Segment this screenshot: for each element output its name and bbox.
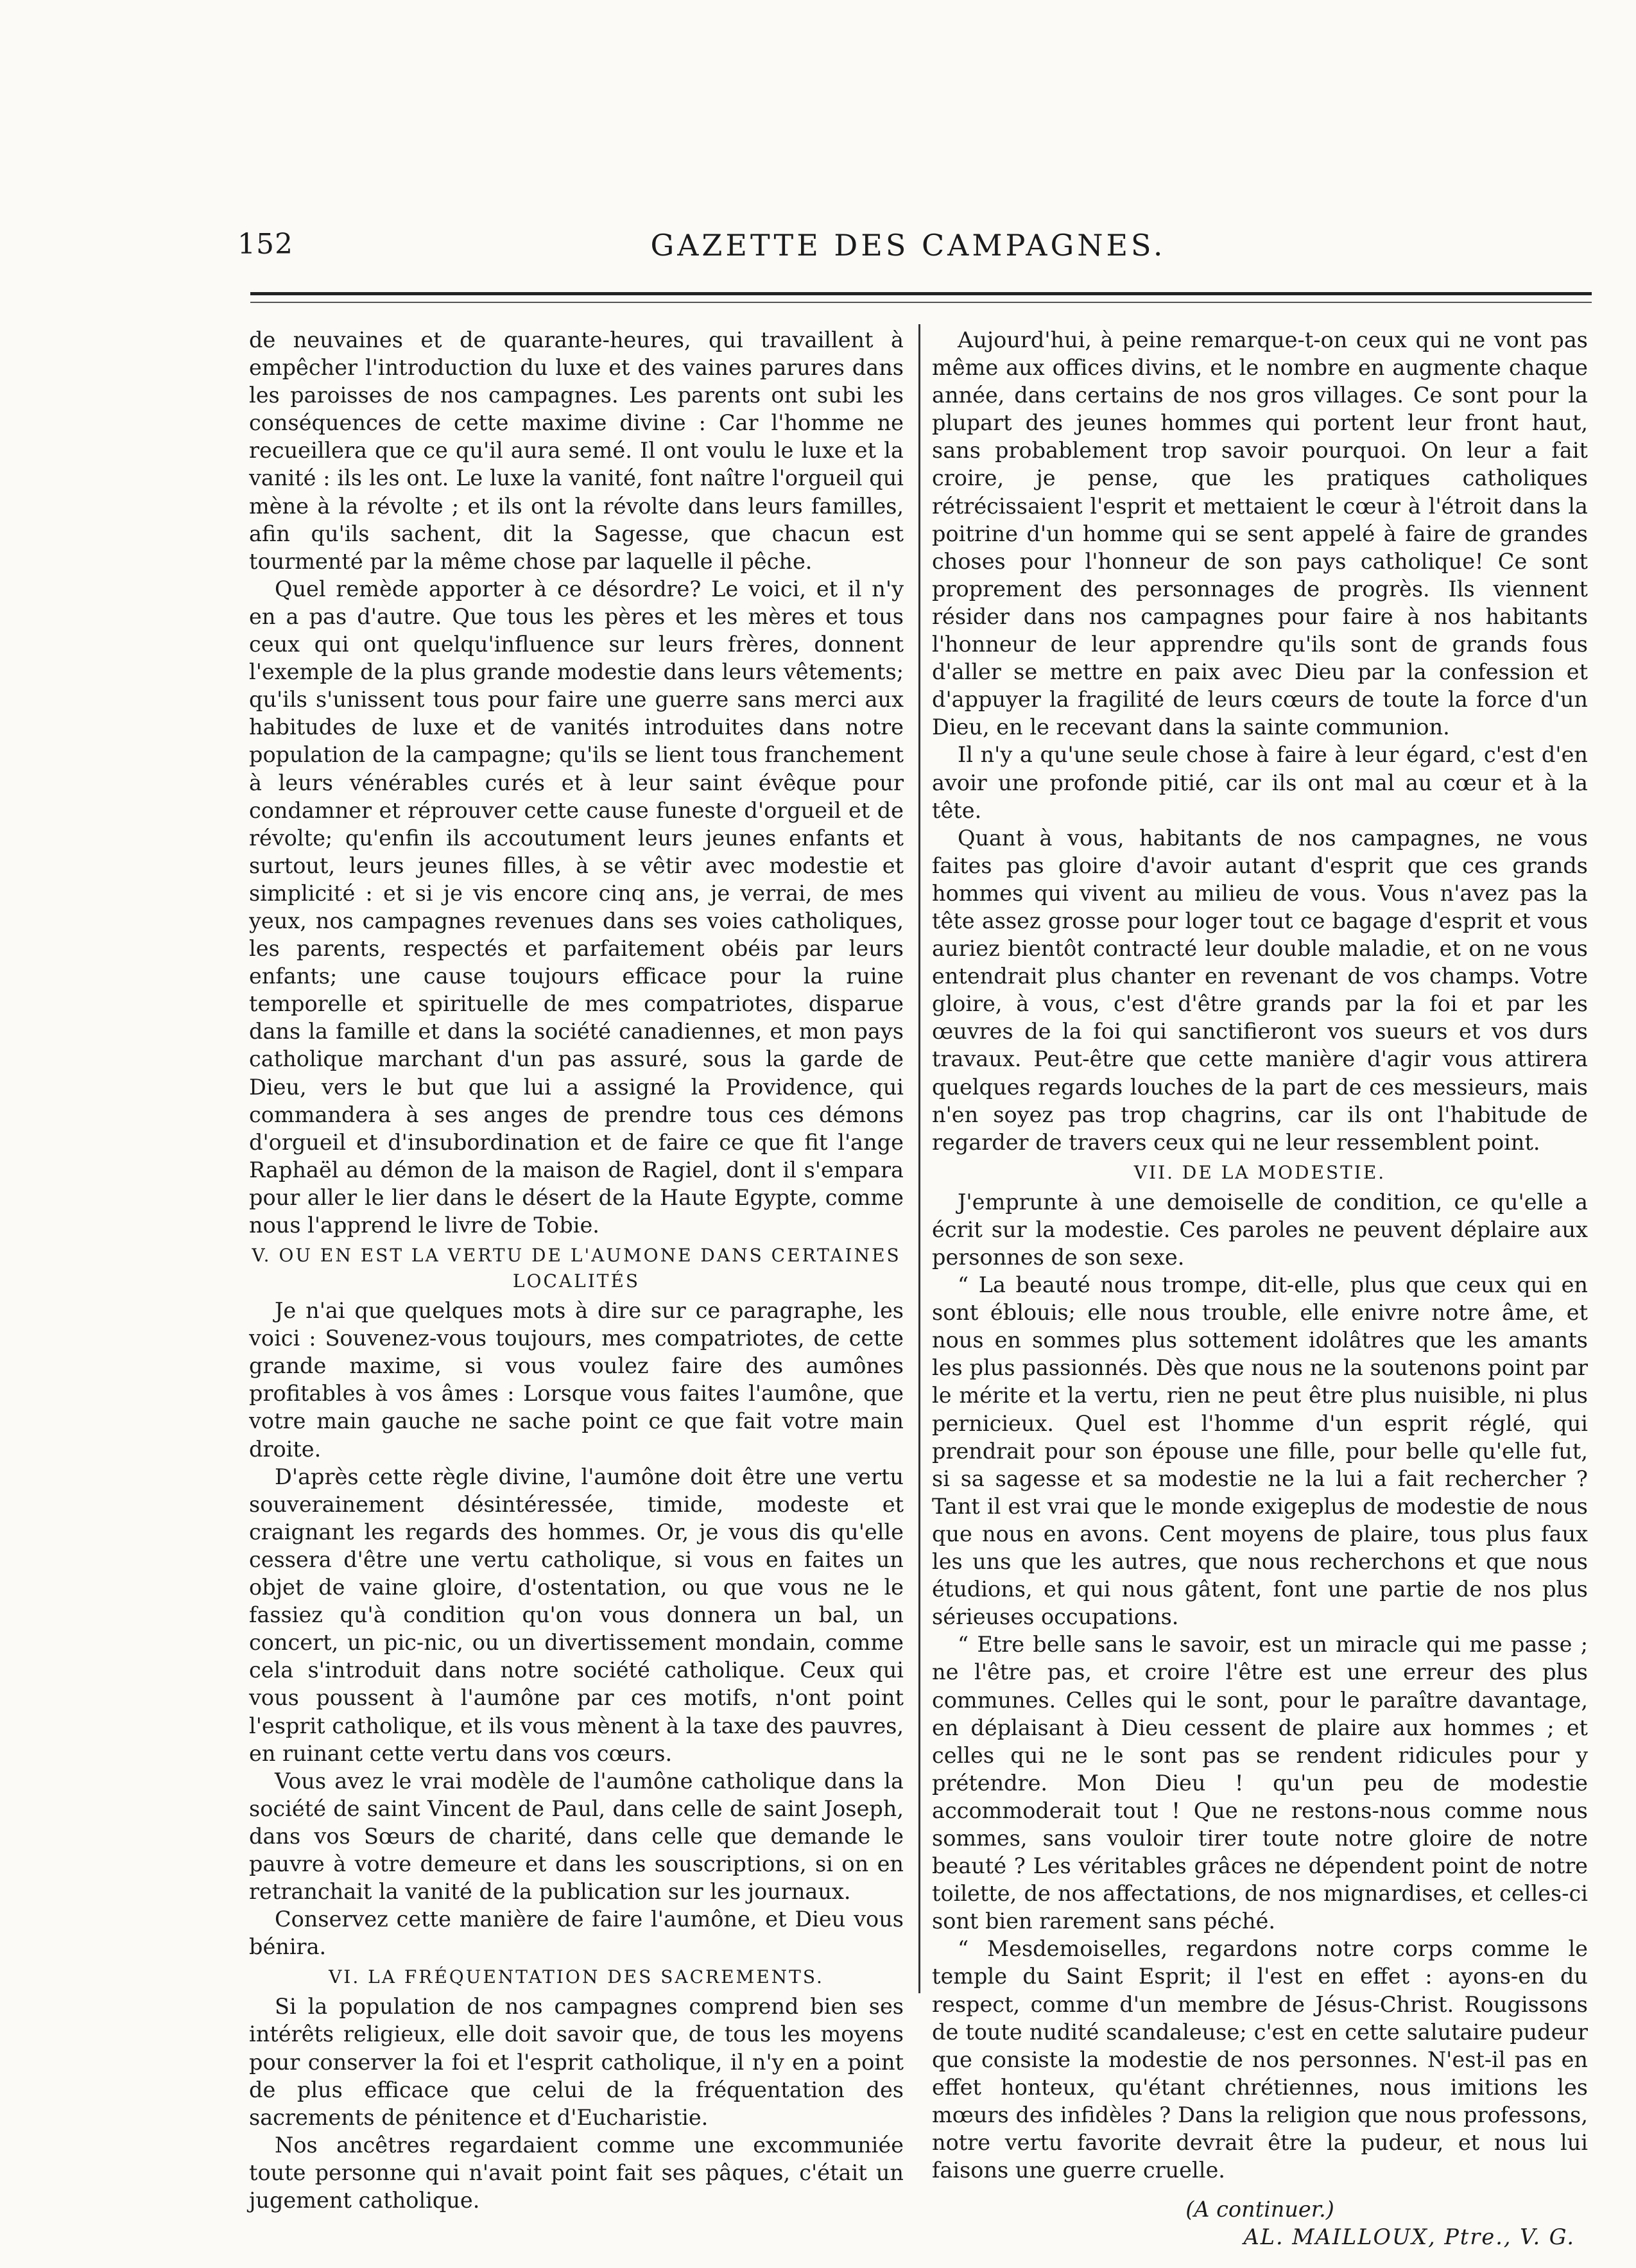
section-heading-v: V. OU EN EST LA VERTU DE L'AUMONE DANS CERTAINES LOCALITÉS xyxy=(252,1245,901,1292)
section-heading-vi: VI. LA FRÉQUENTATION DES SACREMENTS. xyxy=(329,1966,824,1988)
paragraph: Vous avez le vrai modèle de l'aumône catholique dans la société de saint Vincent de Paul, dans celle de saint Joseph, dans vos Sœurs de charité, dans celle que demande le pauvre à votre demeure et dans les souscriptions, si on en retranchait la vanité de la publication sur les journaux. xyxy=(249,1768,904,1905)
paragraph: Conservez cette manière de faire l'aumône, et Dieu vous bénira. xyxy=(249,1907,904,1960)
section-heading-vii: VII. DE LA MODESTIE. xyxy=(1133,1161,1386,1183)
paragraph: de neuvaines et de quarante-heures, qui travaillent à empêcher l'introduction du luxe et des vaines parures dans les paroisses de nos campagnes. Les parents ont subi les conséquences de cette maxime divine : Car l'homme ne recueillera que ce qu'il aura semé. Il ont voulu le luxe et la vanité : ils les ont. Le luxe la vanité, font naître l'orgueil qui mène à la révolte ; et ils ont la révolte dans leurs familles, afin qu'ils sachent, dit la Sagesse, que chacun est tourmenté par la même chose par laquelle il pêche. xyxy=(249,327,904,574)
paragraph: Nos ancêtres regardaient comme une excommuniée toute personne qui n'avait point fait ses pâques, c'était un jugement catholique. xyxy=(249,2132,904,2213)
right-column xyxy=(932,326,1588,2251)
paragraph: Je n'ai que quelques mots à dire sur ce paragraphe, les voici : Souvenez-vous toujours, mes compatriotes, de cette grande maxime, si vous voulez faire des aumônes profitables à vos âmes : Lorsque vous faites l'aumône, que votre main gauche ne sache point ce que fait votre main droite. xyxy=(249,1298,904,1462)
paragraph: D'après cette règle divine, l'aumône doit être une vertu souverainement désintéressée, timide, modeste et craignant les regards des hommes. Or, je vous dis qu'elle cessera d'être une vertu catholique, si vous en faites un objet de vaine gloire, d'ostentation, ou que vous ne le fassiez qu'à condition qu'on vous donnera un bal, un concert, un pic-nic, ou un divertissement mondain, comme cela s'introduit dans notre société catholique. Ceux qui vous poussent à l'aumône par ces motifs, n'ont point l'esprit catholique, et ils vous mènent à la taxe des pauvres, en ruinant cette vertu dans vos cœurs. xyxy=(249,1464,904,1766)
paragraph: Quel remède apporter à ce désordre? Le voici, et il n'y en a pas d'autre. Que tous les pères et les mères et tous ceux qui ont quelqu'influence sur leurs frères, donnent l'exemple de la plus grande modestie dans leurs vêtements; qu'ils s'unissent tous pour faire une guerre sans merci aux habitudes de luxe et de vanités introduites dans notre population de la campagne; qu'ils se lient tous franchement à leurs vénérables curés et à leur saint évêque pour condamner et réprouver cette cause funeste d'orgueil et de révolte; qu'enfin ils accoutument leurs jeunes enfants et surtout, leurs jeunes filles, à se vêtir avec modestie et simplicité : et si je vis encore cinq ans, je verrai, de mes yeux, nos campagnes revenues dans ses voies catholiques, les parents, respectés et parfaitement obéis par leurs enfants; une cause toujours efficace pour la ruine temporelle et spirituelle de mes compatriotes, disparue dans la famille et dans la société canadiennes, et mon pays catholique marchant d'un pas assuré, sous la garde de Dieu, vers le but que lui a assigné la Providence, qui commandera à ses anges de prendre tous ces démons d'orgueil et d'insubordination et de faire ce que fit l'ange Raphaël au démon de la maison de Ragiel, dont il s'empara pour aller le lier dans le désert de la Haute Egypte, comme nous l'apprend le livre de Tobie. xyxy=(249,576,904,1238)
paragraph: J'emprunte à une demoiselle de condition, ce qu'elle a écrit sur la modestie. Ces paroles ne peuvent déplaire aux personnes de son sexe. xyxy=(932,1189,1588,1270)
paragraph: Il n'y a qu'une seule chose à faire à leur égard, c'est d'en avoir une profonde pitié, car ils ont mal au cœur et à la tête. xyxy=(932,742,1588,823)
paragraph: Aujourd'hui, à peine remarque-t-on ceux qui ne vont pas même aux offices divins, et le nombre en augmente chaque année, dans certains de nos gros villages. Ce sont pour la plupart des jeunes hommes qui portent leur front haut, sans probablement trop savoir pourquoi. On leur a fait croire, je pense, que les pratiques catholiques rétrécissaient l'esprit et mettaient le cœur à l'étroit dans la poitrine d'un homme qui se sent appelé à faire de grandes choses pour l'honneur de son pays catholique! Ce sont proprement des personnages de progrès. Ils viennent résider dans nos campagnes pour faire à nos habitants l'honneur de leur apprendre qu'ils sont de grands fous d'aller se mettre en paix avec Dieu par la confession et d'appuyer la fragilité de leurs cœurs de toute la force d'un Dieu, en le recevant dans la sainte communion. xyxy=(932,327,1588,740)
page-header xyxy=(237,228,1579,266)
author-signature: AL. MAILLOUX, Ptre., V. G. xyxy=(1243,2224,1575,2250)
paragraph: Si la population de nos campagnes comprend bien ses intérêts religieux, elle doit savoir que, de tous les moyens pour conserver la foi et l'esprit catholique, il n'y en a point de plus efficace que celui de la fréquentation des sacrements de pénitence et d'Eucharistie. xyxy=(249,1994,904,2130)
left-column xyxy=(249,326,904,2214)
paragraph: Quant à vous, habitants de nos campagnes, ne vous faites pas gloire d'avoir autant d'esprit que ces grands hommes qui vivent au milieu de vous. Vous n'avez pas la tête assez grosse pour loger tout ce bagage d'esprit et vous auriez bientôt contracté leur double maladie, et on ne vous entendrait plus chanter en revenant de vos champs. Votre gloire, à vous, c'est d'être grands par la foi et par les œuvres de la foi qui sanctifieront vos sueurs et vos durs travaux. Peut-être que cette manière d'agir vous attirera quelques regards louches de la part de ces messieurs, mais n'en soyez pas trop chagrins, car ils ont l'habitude de regarder de travers ceux qui ne leur ressemblent point. xyxy=(932,825,1588,1155)
running-title: GAZETTE DES CAMPAGNES. xyxy=(650,228,1166,263)
continued-note: (A continuer.) xyxy=(1185,2197,1334,2222)
paragraph: “ La beauté nous trompe, dit-elle, plus que ceux qui en sont éblouis; elle nous trouble, elle enivre notre âme, et nous en sommes plus sottement idolâtres que les amants les plus passionnés. Dès que nous ne la soutenons point par le mérite et la vertu, rien ne peut être plus nuisible, ni plus pernicieux. Quel est l'homme d'un esprit réglé, qui prendrait pour son épouse une fille, pour belle qu'elle fut, si sa sagesse et sa modestie ne la lui a fait rechercher ? Tant il est vrai que le monde exigeplus de modestie de nous que nous en avons. Cent moyens de plaire, tous plus faux les uns que les autres, que nous recherchons et que nous étudions, et qui nous gâtent, font une partie de nos plus sérieuses occupations. xyxy=(932,1272,1588,1630)
page-number: 152 xyxy=(237,228,293,261)
column-divider xyxy=(918,324,920,1993)
paragraph: “ Mesdemoiselles, regardons notre corps comme le temple du Saint Esprit; il l'est en effet : ayons-en du respect, comme d'un membre de Jésus-Christ. Rougissons de toute nudité scandaleuse; c'est en cette salutaire pudeur que consiste la modestie de nos personnes. N'est-il pas en effet honteux, qu'étant chrétiennes, nous imitions les mœurs des infidèles ? Dans la religion que nous professons, notre vertu favorite devrait être la pudeur, et nous lui faisons une guerre cruelle. xyxy=(932,1936,1588,2183)
paragraph: “ Etre belle sans le savoir, est un miracle qui me passe ; ne l'être pas, et croire l'être est une erreur des plus communes. Celles qui le sont, pour le paraître davantage, en déplaisant à Dieu cessent de plaire aux hommes ; et celles qui ne le sont pas se rendent ridicules pour y prétendre. Mon Dieu ! qu'un peu de modestie accommoderait tout ! Que ne restons-nous comme nous sommes, sans vouloir tirer toute notre gloire de notre beauté ? Les véritables grâces ne dépendent point de notre toilette, de nos affectations, de nos mignardises, et celles-ci sont bien rarement sans péché. xyxy=(932,1632,1588,1934)
header-rule xyxy=(250,292,1592,303)
